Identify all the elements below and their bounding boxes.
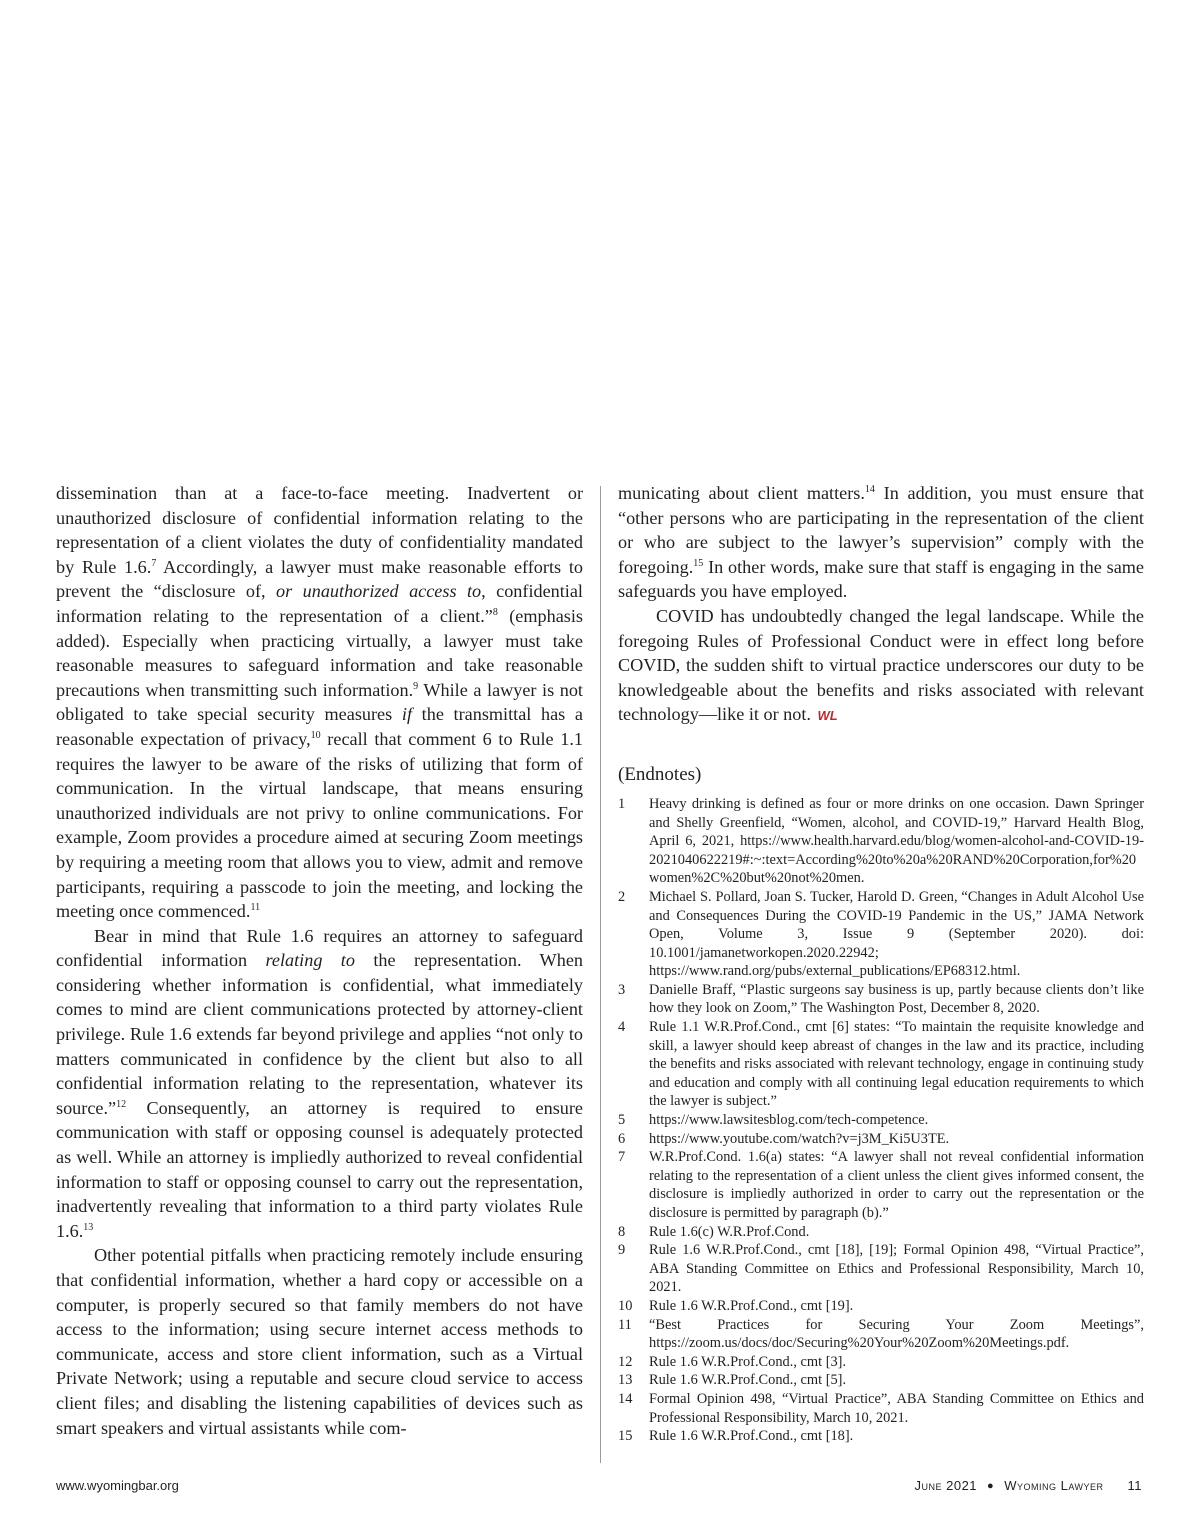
body-paragraph: COVID has undoubtedly changed the legal landscape. While the foregoing Rules of Professional Conduct were in effect long before COVID, the sudden shift to virtual practice underscores our duty to be knowledgeable about the benefits and risks associated with relevant technology—like it or not. WL <box>618 605 1144 725</box>
endnote-item <box>618 1148 1144 1222</box>
endnote-text: Rule 1.1 W.R.Prof.Cond., cmt [6] states: “To maintain the requisite knowledge and skill, a lawyer should keep abreast of changes in the law and its practice, including the benefits and risks associated with relevant technology, engage in continuing study and education and comply with all continuing legal education requirements to which the lawyer is subject.” <box>649 1019 1144 1110</box>
endnote-item <box>618 1241 1144 1297</box>
endnote-item <box>618 1353 1144 1372</box>
endnote-number: 13 <box>618 1372 633 1389</box>
footnote-ref[interactable]: 10 <box>310 729 321 741</box>
footnote-ref[interactable]: 9 <box>413 680 419 692</box>
endnote-number: 14 <box>618 1390 633 1407</box>
endnote-item <box>618 795 1144 888</box>
endnote-text: Rule 1.6(c) W.R.Prof.Cond. <box>649 1223 810 1240</box>
column-divider <box>600 486 601 1463</box>
endnote-text: Heavy drinking is defined as four or more drinks on one occasion. Dawn Springer and Shelly Greenfield, “Women, alcohol, and COVID-19,” Harvard Health Blog, April 6, 2021, https://www.health.harvard.edu/blog/women-alcohol-and-COVID-19-2021040622219#:~:text=According%20to%20a%20RAND%20Corporation,for%20women%2C%20but%20not%20men. <box>649 795 1144 887</box>
endnote-item <box>618 1371 1144 1390</box>
endnote-number: 4 <box>618 1019 626 1036</box>
endnote-number: 1 <box>618 795 626 812</box>
endnote-number: 11 <box>618 1316 632 1333</box>
wl-end-mark: WL <box>817 708 838 724</box>
endnote-number: 6 <box>618 1130 626 1147</box>
endnote-item <box>618 1390 1144 1427</box>
endnote-item <box>618 1130 1144 1149</box>
endnote-number: 3 <box>618 981 626 998</box>
endnote-number: 7 <box>618 1149 626 1166</box>
endnote-text: “Best Practices for Securing Your Zoom Meetings”, https://zoom.us/docs/doc/Securing%20Your%20Zoom%20Meetings.pdf. <box>649 1316 1144 1352</box>
endnote-number: 12 <box>618 1353 633 1370</box>
page-number: 11 <box>1127 1478 1142 1493</box>
footer-issue-info <box>915 1478 1143 1493</box>
footnote-ref[interactable]: 14 <box>864 484 875 495</box>
endnote-number: 2 <box>618 888 626 905</box>
endnote-text: Rule 1.6 W.R.Prof.Cond., cmt [18], [19]; Formal Opinion 498, “Virtual Practice”, ABA Standing Committee on Ethics and Professional Responsibility, March 10, 2021. <box>649 1242 1144 1296</box>
left-column <box>56 481 583 1440</box>
endnote-item <box>618 1111 1144 1130</box>
footnote-ref[interactable]: 11 <box>250 902 261 914</box>
footnote-ref[interactable]: 12 <box>116 1098 127 1110</box>
endnote-item <box>618 888 1144 981</box>
endnote-text: Formal Opinion 498, “Virtual Practice”, ABA Standing Committee on Ethics and Professional Responsibility, March 10, 2021. <box>649 1390 1144 1426</box>
footnote-ref[interactable]: 7 <box>151 557 157 569</box>
endnote-text: https://www.youtube.com/watch?v=j3M_Ki5U3TE. <box>649 1130 950 1147</box>
endnote-item <box>618 1018 1144 1111</box>
endnote-item <box>618 1223 1144 1242</box>
endnote-text: Rule 1.6 W.R.Prof.Cond., cmt [19]. <box>649 1297 854 1314</box>
endnotes-heading: (Endnotes) <box>618 763 702 785</box>
endnote-item <box>618 1316 1144 1353</box>
right-column <box>618 481 1144 1446</box>
endnote-item <box>618 1297 1144 1316</box>
endnote-text: Rule 1.6 W.R.Prof.Cond., cmt [5]. <box>649 1372 847 1389</box>
endnote-item <box>618 1427 1144 1446</box>
body-paragraph: municating about client matters.$^{14}$ In addition, you must ensure that “other persons who are participating in the representation of the client or who are subject to the lawyer’s supervision” comply with the foregoing.$^{15}$ In other words, make sure that staff is engaging in the same safeguards you have employed. <box>618 483 1144 602</box>
footnote-ref[interactable]: 13 <box>83 1221 94 1233</box>
endnote-item <box>618 981 1144 1018</box>
body-paragraph: Other potential pitfalls when practicing remotely include ensuring that confidential information, whether a hard copy or accessible on a computer, is properly secured so that family members do not have access to the information; using secure internet access methods to communicate, access and store client information, such as a Virtual Private Network; using a reputable and secure cloud service to access client files; and disabling the listening capabilities of devices such as smart speakers and virtual assistants while com- <box>56 1245 583 1438</box>
footer-date: June 2021 <box>914 1478 978 1493</box>
endnote-text: W.R.Prof.Cond. 1.6(a) states: “A lawyer shall not reveal confidential information relating to the representation of a client unless the client gives informed consent, the disclosure is impliedly authorized in order to carry out the representation or the disclosure is permitted by paragraph (b).” <box>649 1149 1144 1221</box>
endnote-number: 8 <box>618 1223 626 1240</box>
endnote-number: 5 <box>618 1112 626 1129</box>
endnotes-list <box>618 795 1144 1446</box>
footer-publication: Wyoming Lawyer <box>1004 1478 1104 1493</box>
endnote-text: https://www.lawsitesblog.com/tech-competence. <box>649 1112 929 1129</box>
body-paragraph: Bear in mind that Rule 1.6 requires an attorney to safeguard confidential information relating to the representation. When considering whether information is confidential, what immediately comes to mind are client communications protected by attorney-client privilege. Rule 1.6 extends far beyond privilege and applies “not only to matters communicated in confidence by the client but also to all confidential information relating to the representation, whatever its source.”$^{12}$ Consequently, an attorney is required to ensure communication with staff or opposing counsel is adequately protected as well. While an attorney is impliedly authorized to reveal confidential information to staff or opposing counsel to carry out the representation, inadvertently revealing that information to a third party violates Rule 1.6.13 <box>56 925 583 1241</box>
endnote-number: 15 <box>618 1428 633 1445</box>
endnote-number: 9 <box>618 1242 626 1259</box>
footnote-ref[interactable]: 15 <box>693 557 704 569</box>
endnote-text: Rule 1.6 W.R.Prof.Cond., cmt [18]. <box>649 1428 854 1445</box>
endnote-text: Rule 1.6 W.R.Prof.Cond., cmt [3]. <box>649 1353 847 1370</box>
endnote-number: 10 <box>618 1297 633 1314</box>
body-paragraph: dissemination than at a face-to-face meeting. Inadvertent or unauthorized disclosure of confidential information relating to the representation of a client violates the duty of confidentiality mandated by Rule 1.6.$^7$ Accordingly, a lawyer must make reasonable efforts to prevent the “disclosure of, or unauthorized access to, confidential information relating to the representation of a client.”$^8$ (emphasis added). Especially when practicing virtually, a lawyer must take reasonable measures to safeguard information and take reasonable precautions when transmitting such information.$^9$ While a lawyer is not obligated to take special security measures if the transmittal has a reasonable expectation of privacy,$^{10}$ recall that comment 6 to Rule 1.1 requires the lawyer to be aware of the risks of utilizing that form of communication. In the virtual landscape, that means ensuring unauthorized individuals are not privy to online communications. For example, Zoom provides a procedure aimed at securing Zoom meetings by requiring a meeting room that allows you to view, admit and remove participants, requiring a passcode to join the meeting, and locking the meeting once commenced.$^{11}$ <box>56 483 584 922</box>
footnote-ref[interactable]: 8 <box>492 606 498 618</box>
footer-website-link[interactable]: www.wyomingbar.org <box>56 1478 179 1493</box>
endnote-text: Danielle Braff, “Plastic surgeons say business is up, partly because clients don’t like how they look on Zoom,” The Washington Post, December 8, 2020. <box>649 981 1144 1017</box>
endnote-text: Michael S. Pollard, Joan S. Tucker, Harold D. Green, “Changes in Adult Alcohol Use and Consequences During the COVID-19 Pandemic in the US,” JAMA Network Open, Volume 3, Issue 9 (September 2020). doi: 10.1001/jamanetworkopen.2020.22942; https://www.rand.org/pubs/external_publications/EP68312.html. <box>649 888 1144 980</box>
bullet-icon: ● <box>987 1479 995 1492</box>
